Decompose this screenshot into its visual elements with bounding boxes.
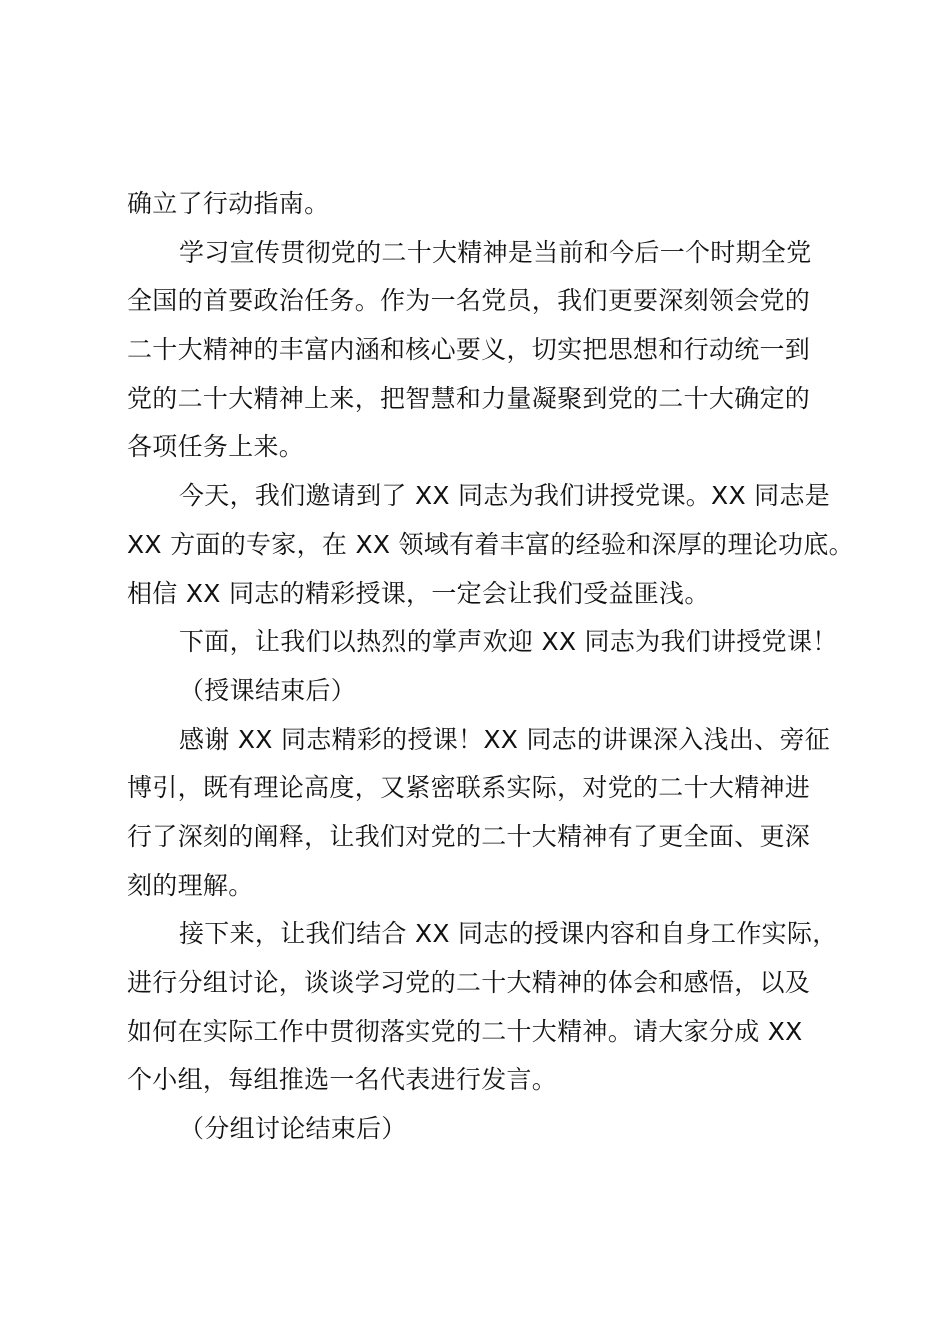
text-line: 如何在实际工作中贯彻落实党的二十大精神。请大家分成 XX xyxy=(127,1016,803,1046)
text-line: 个小组，每组推选一名代表进行发言。 xyxy=(127,1065,558,1095)
text-line: 进行分组讨论，谈谈学习党的二十大精神的体会和感悟，以及 xyxy=(127,968,811,997)
text-line: 党的二十大精神上来，把智慧和力量凝聚到党的二十大确定的 xyxy=(127,383,811,413)
text-line: 确立了行动指南。 xyxy=(127,189,330,218)
text-line: 刻的理解。 xyxy=(127,870,254,900)
text-line: 接下来，让我们结合 XX 同志的授课内容和自身工作实际， xyxy=(179,919,838,949)
text-line: （授课结束后） xyxy=(179,675,357,705)
text-line: 下面，让我们以热烈的掌声欢迎 XX 同志为我们讲授党课！ xyxy=(179,627,838,657)
text-line: 二十大精神的丰富内涵和核心要义，切实把思想和行动统一到 xyxy=(127,335,811,365)
text-line: 各项任务上来。 xyxy=(127,432,305,462)
text-line: 行了深刻的阐释，让我们对党的二十大精神有了更全面、更深 xyxy=(127,821,811,851)
text-line: 今天，我们邀请到了 XX 同志为我们讲授党课。XX 同志是 xyxy=(179,481,831,511)
document-body xyxy=(127,180,854,1154)
text-line: 学习宣传贯彻党的二十大精神是当前和今后一个时期全党 xyxy=(179,237,812,267)
text-line: XX 方面的专家，在 XX 领域有着丰富的经验和深厚的理论功底。 xyxy=(127,529,854,559)
text-line: 全国的首要政治任务。作为一名党员，我们更要深刻领会党的 xyxy=(127,286,811,316)
text-line: （分组讨论结束后） xyxy=(179,1114,407,1144)
text-line: 感谢 XX 同志精彩的授课！XX 同志的讲课深入浅出、旁征 xyxy=(179,724,831,754)
text-line: 博引，既有理论高度，又紧密联系实际，对党的二十大精神进 xyxy=(127,773,811,803)
text-line: 相信 XX 同志的精彩授课，一定会让我们受益匪浅。 xyxy=(127,578,710,608)
